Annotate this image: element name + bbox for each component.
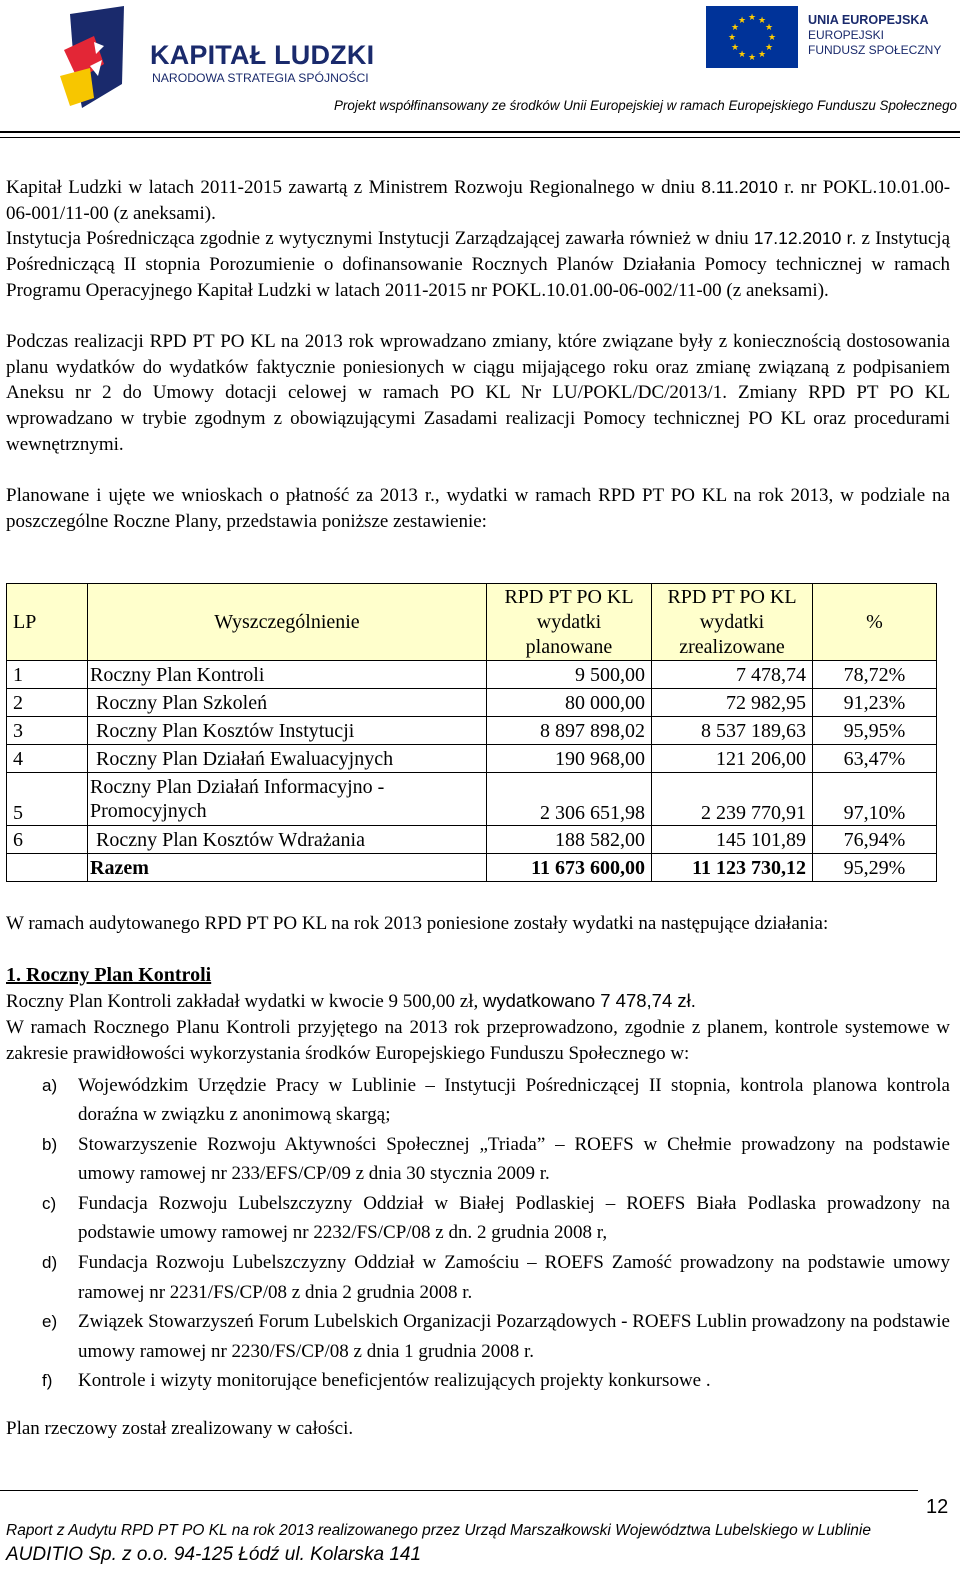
- row-percent: 95,95%: [813, 717, 937, 745]
- header-realized-l3: zrealizowane: [679, 635, 785, 658]
- row-name: [88, 773, 487, 826]
- header-planned-l3: planowane: [525, 635, 613, 658]
- row-name: Roczny Plan Szkoleń: [88, 689, 487, 717]
- p2-number: POKL.10.01.00-06-002/11-00 (z aneksami).: [491, 279, 829, 301]
- svg-text:★: ★: [727, 33, 737, 43]
- row-planned: 190 968,00: [487, 745, 652, 773]
- table-total-row: [7, 854, 937, 882]
- row-percent: 78,72%: [813, 661, 937, 689]
- list-text: Kontrole i wizyty monitorujące beneficjentów realizujących projekty konkursowe .: [78, 1370, 711, 1392]
- header-planned: [487, 584, 652, 661]
- svg-text:★: ★: [730, 23, 740, 33]
- intro-paragraph: W ramach audytowanego RPD PT PO KL na rok 2013 poniesione zostały wydatki na następujące działania:: [6, 913, 829, 934]
- footer-report-title: Raport z Audytu RPD PT PO KL na rok 2013 realizowanego przez Urząd Marszałkowski Województwa Lubelskiego w Lublinie: [6, 1522, 871, 1539]
- row-name-l2: Promocyjnych: [90, 800, 207, 822]
- row-name-l1: Roczny Plan Działań Informacyjno -: [90, 776, 385, 798]
- list-text: Wojewódzkim Urzędzie Pracy w Lublinie – Instytucji Pośredniczącej II stopnia, kontrola planowa kontrola doraźna w związku z anonimową skargą;: [78, 1074, 950, 1126]
- list-marker: e): [42, 1312, 58, 1332]
- header-rule: [0, 131, 960, 133]
- paragraph-1: [6, 175, 950, 226]
- row-planned: 9 500,00: [487, 661, 652, 689]
- row-lp: 4: [7, 745, 88, 773]
- row-name: Roczny Plan Działań Ewaluacyjnych: [88, 745, 487, 773]
- row-name: Roczny Plan Kosztów Instytucji: [88, 717, 487, 745]
- svg-text:★: ★: [747, 53, 757, 63]
- s1-text-a: Roczny Plan Kontroli zakładał wydatki w kwocie 9 500,00 zł,: [6, 991, 479, 1013]
- row-name: Roczny Plan Kosztów Wdrażania: [88, 826, 487, 854]
- row-lp: 5: [7, 773, 88, 826]
- kapital-ludzki-logo: [60, 6, 130, 108]
- total-lp: [7, 854, 88, 882]
- table-row: [7, 826, 937, 854]
- row-planned: 2 306 651,98: [487, 773, 652, 826]
- list-text: Fundacja Rozwoju Lubelszczyzny Oddział w Białej Podlaskiej – ROEFS Biała Podlaska prowadzony na podstawie umowy ramowej nr 2232/FS/CP/08 z dn. 2 grudnia 2008 r,: [78, 1192, 950, 1244]
- header-percent: %: [813, 584, 937, 661]
- section-heading: 1. Roczny Plan Kontroli: [6, 963, 212, 986]
- page-header: [0, 0, 960, 148]
- table-row: [7, 745, 937, 773]
- section-paragraph-2: W ramach Rocznego Planu Kontroli przyjętego na 2013 rok przeprowadzono, zgodnie z planem, kontrole systemowe w zakresie prawidłowości wykorzystania środków Europejskiego Funduszu Społecznego w:: [6, 1017, 950, 1064]
- list-marker: f): [42, 1371, 53, 1391]
- s1-text-b: wydatkowano 7 478,74 zł.: [483, 990, 696, 1012]
- row-realized: 121 206,00: [652, 745, 813, 773]
- table-header-row: [7, 584, 937, 661]
- row-realized: 2 239 770,91: [652, 773, 813, 826]
- list-item: [6, 1189, 950, 1248]
- body-text: [6, 175, 950, 534]
- control-list: [6, 1071, 950, 1397]
- table-row: [7, 689, 937, 717]
- paragraph-2: [6, 226, 950, 303]
- row-lp: 3: [7, 717, 88, 745]
- eu-line-1: UNIA EUROPEJSKA: [808, 13, 929, 27]
- list-text: Fundacja Rozwoju Lubelszczyzny Oddział w Zamościu – ROEFS Zamość prowadzony na podstawie umowy ramowej nr 2231/FS/CP/08 z dnia 2 grudnia 2008 r.: [78, 1252, 950, 1303]
- row-percent: 76,94%: [813, 826, 937, 854]
- row-lp: 2: [7, 689, 88, 717]
- row-planned: 8 897 898,02: [487, 717, 652, 745]
- total-realized: 11 123 730,12: [652, 854, 813, 882]
- list-item: [6, 1366, 950, 1396]
- cofinancing-note: Projekt współfinansowany ze środków Unii Europejskiej w ramach Europejskiego Funduszu Społecznego: [334, 98, 957, 113]
- closing-paragraph: Plan rzeczowy został zrealizowany w całości.: [6, 1418, 354, 1440]
- table-row: [7, 717, 937, 745]
- header-realized-l1: RPD PT PO KL: [667, 585, 797, 608]
- p2-text-a: Instytucja Pośrednicząca zgodnie z wytycznymi Instytucji Zarządzającej zawarła również w dniu: [6, 228, 749, 250]
- list-marker: b): [42, 1134, 58, 1154]
- header-planned-l2: wydatki: [536, 610, 602, 633]
- list-marker: c): [42, 1193, 57, 1213]
- total-percent: 95,29%: [813, 854, 937, 882]
- svg-text:★: ★: [764, 43, 774, 53]
- list-marker: d): [42, 1253, 58, 1273]
- row-realized: 145 101,89: [652, 826, 813, 854]
- p2-date: 17.12.2010 r.: [753, 228, 857, 249]
- p2-text-b: z Instytucją Pośredniczącą II stopnia Porozumienie o dofinansowanie Rocznych Planów Działania Pomocy technicznej w ramach Programu Operacyjnego Kapitał Ludzki w latach 2011-2015 nr: [6, 228, 951, 301]
- row-name: Roczny Plan Kontroli: [88, 661, 487, 689]
- total-label: Razem: [88, 854, 487, 882]
- row-planned: 188 582,00: [487, 826, 652, 854]
- paragraph-4: Planowane i ujęte we wnioskach o płatność za 2013 r., wydatki w ramach RPD PT PO KL na rok 2013, w podziale na poszczególne Roczne Plany, przedstawia poniższe zestawienie:: [6, 485, 950, 532]
- svg-text:★: ★: [747, 13, 757, 23]
- eu-flag-icon: [706, 6, 798, 68]
- section-paragraph-1: [6, 988, 950, 1015]
- row-percent: 63,47%: [813, 745, 937, 773]
- svg-text:★: ★: [730, 43, 740, 53]
- header-description: Wyszczególnienie: [88, 584, 487, 661]
- total-planned: 11 673 600,00: [487, 854, 652, 882]
- p1-text-b: r. nr POKL.10.01.00-06-001/11-00 (z aneksami).: [6, 177, 951, 224]
- list-item: [6, 1130, 950, 1189]
- p1-date: 8.11.2010: [701, 177, 778, 197]
- header-planned-l1: RPD PT PO KL: [504, 585, 634, 608]
- header-realized-l2: wydatki: [699, 610, 765, 633]
- svg-text:★: ★: [737, 50, 747, 60]
- list-item: [6, 1307, 950, 1366]
- list-text: Związek Stowarzyszeń Forum Lubelskich Organizacji Pozarządowych - ROEFS Lublin prowadzony na podstawie umowy ramowej nr 2230/FS/CP/08 z dnia 1 grudnia 2008 r.: [78, 1311, 950, 1362]
- row-lp: 6: [7, 826, 88, 854]
- svg-text:★: ★: [737, 16, 747, 26]
- table-row: [7, 661, 937, 689]
- list-marker: a): [42, 1075, 58, 1095]
- svg-text:★: ★: [757, 16, 767, 26]
- logo-title: KAPITAŁ LUDZKI: [150, 40, 375, 70]
- eu-line-3: FUNDUSZ SPOŁECZNY: [808, 43, 942, 57]
- row-percent: 97,10%: [813, 773, 937, 826]
- row-realized: 72 982,95: [652, 689, 813, 717]
- list-text: Stowarzyszenie Rozwoju Aktywności Społecznej „Triada” – ROEFS w Chełmie prowadzony na podstawie umowy ramowej nr 233/EFS/CP/09 z dnia 30 stycznia 2009 r.: [78, 1133, 950, 1185]
- row-percent: 91,23%: [813, 689, 937, 717]
- expenditure-table: [6, 583, 937, 882]
- header-lp: LP: [7, 584, 88, 661]
- header-rule-thin: [0, 137, 960, 138]
- page-number: 12: [926, 1496, 949, 1518]
- paragraph-3: Podczas realizacji RPD PT PO KL na 2013 rok wprowadzano zmiany, które związane były z koniecznością dostosowania planu wydatków do wydatków faktycznie poniesionych w ciągu mijającego roku oraz zmianę związaną z podpisaniem Aneksu nr 2 do Umowy dotacji celowej w ramach PO KL Nr LU/POKL/DC/2013/1. Zmiany RPD PT PO KL wprowadzano w trybie zgodnym z obowiązującymi Zasadami realizacji Pomocy technicznej PO KL oraz procedurami wewnętrznymi.: [6, 331, 950, 455]
- svg-text:★: ★: [757, 50, 767, 60]
- row-lp: 1: [7, 661, 88, 689]
- footer-company: AUDITIO Sp. z o.o. 94-125 Łódź ul. Kolarska 141: [6, 1544, 422, 1565]
- header-realized: [652, 584, 813, 661]
- footer-rule: [0, 1490, 918, 1491]
- p1-text-a: Kapitał Ludzki w latach 2011-2015 zawartą z Ministrem Rozwoju Regionalnego w dniu: [6, 177, 695, 198]
- logo-subtitle: NARODOWA STRATEGIA SPÓJNOŚCI: [152, 71, 369, 85]
- row-planned: 80 000,00: [487, 689, 652, 717]
- section-text: [6, 911, 950, 1442]
- row-realized: 8 537 189,63: [652, 717, 813, 745]
- row-realized: 7 478,74: [652, 661, 813, 689]
- list-item: [6, 1071, 950, 1130]
- svg-text:★: ★: [764, 23, 774, 33]
- eu-label: [808, 13, 941, 58]
- eu-line-2: EUROPEJSKI: [808, 28, 885, 42]
- svg-text:★: ★: [767, 33, 777, 43]
- table-row: [7, 773, 937, 826]
- list-item: [6, 1248, 950, 1307]
